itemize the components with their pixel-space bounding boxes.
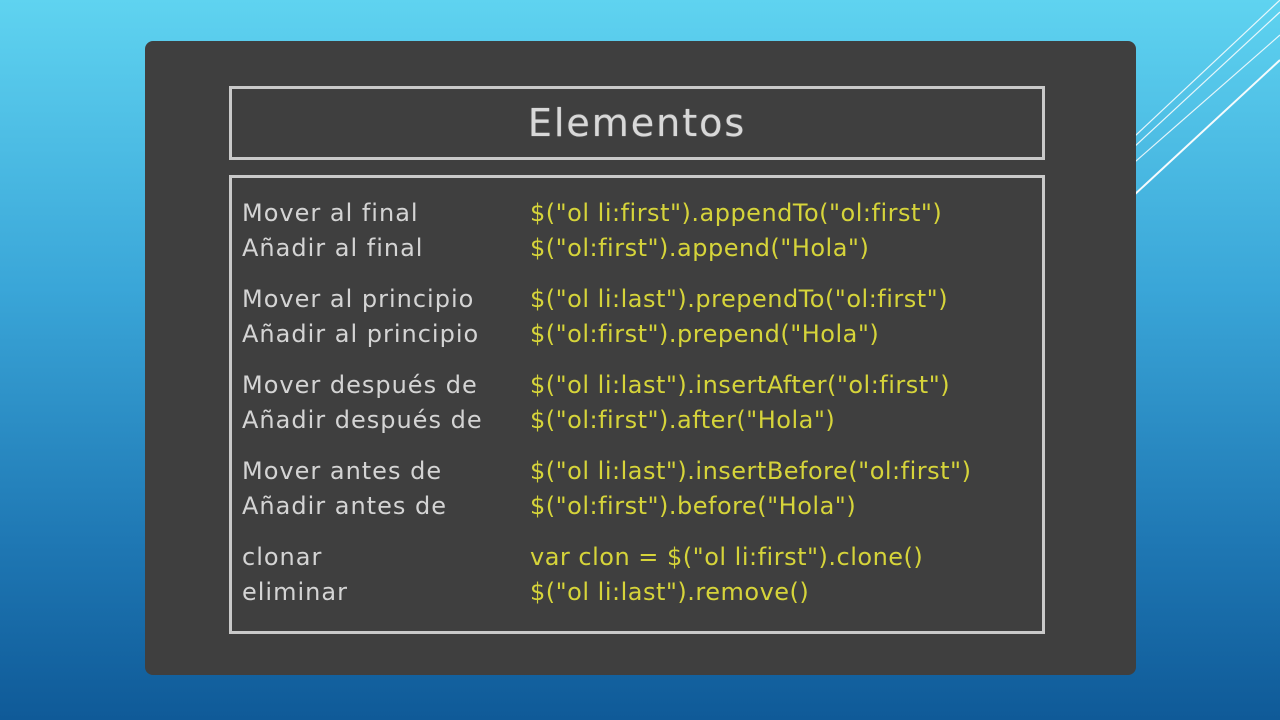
row-code: $("ol li:last").remove() bbox=[530, 578, 810, 606]
row-label: Añadir después de bbox=[242, 406, 483, 434]
row-label: Mover al principio bbox=[242, 285, 475, 313]
content-frame bbox=[229, 175, 1045, 634]
row-label: Añadir al principio bbox=[242, 320, 480, 348]
row-code: var clon = $("ol li:first").clone() bbox=[530, 543, 924, 571]
slide-title: Elementos bbox=[527, 101, 747, 145]
row-label: Añadir al final bbox=[242, 234, 424, 262]
row-code: $("ol li:last").prependTo("ol:first") bbox=[530, 285, 949, 313]
row-code: $("ol li:last").insertBefore("ol:first") bbox=[530, 457, 972, 485]
title-frame bbox=[229, 86, 1045, 160]
row-label: Mover después de bbox=[242, 371, 478, 399]
row-label: Mover antes de bbox=[242, 457, 443, 485]
row-code: $("ol li:first").appendTo("ol:first") bbox=[530, 199, 943, 227]
row-code: $("ol li:last").insertAfter("ol:first") bbox=[530, 371, 951, 399]
row-code: $("ol:first").after("Hola") bbox=[530, 406, 836, 434]
row-label: eliminar bbox=[242, 578, 348, 606]
row-label: clonar bbox=[242, 543, 323, 571]
row-code: $("ol:first").prepend("Hola") bbox=[530, 320, 880, 348]
row-label: Añadir antes de bbox=[242, 492, 447, 520]
row-label: Mover al final bbox=[242, 199, 419, 227]
decorative-lines bbox=[1120, 0, 1280, 220]
row-code: $("ol:first").before("Hola") bbox=[530, 492, 857, 520]
row-code: $("ol:first").append("Hola") bbox=[530, 234, 870, 262]
